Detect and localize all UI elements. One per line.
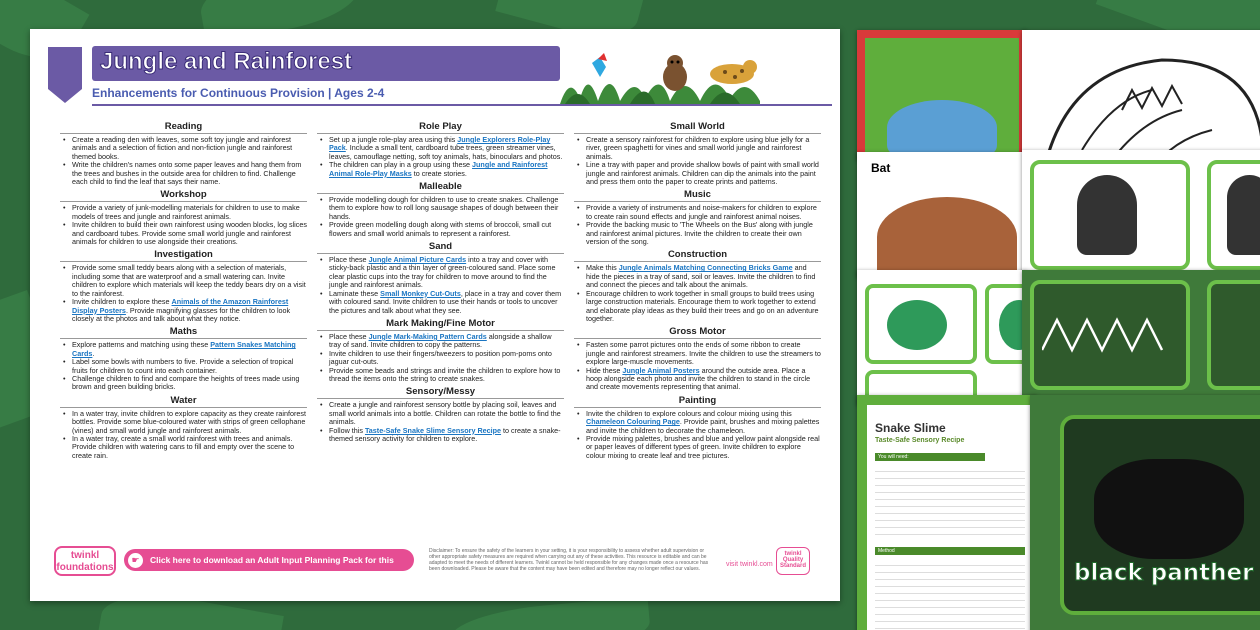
section-title: Music	[574, 189, 821, 202]
activity-list	[60, 136, 307, 186]
provision-section	[317, 318, 564, 383]
resource-link[interactable]: Jungle Animals Matching Connecting Bricks Game	[618, 263, 793, 273]
activity-text: .	[92, 348, 95, 358]
activity-item	[574, 221, 821, 246]
activity-text: around the outside area. Place a hoop alongside each photo and invite the children to stand in the circle and create movements representing that animal.	[586, 365, 811, 392]
resource-link[interactable]: Jungle Animal Posters	[622, 365, 700, 375]
activity-text: Hide these	[586, 365, 623, 375]
resource-link[interactable]: Animals of the Amazon Rainforest Display Posters	[72, 297, 289, 315]
provision-section	[574, 189, 821, 246]
activity-text: Provide a variety of junk-modelling materials for children to use to make models of trees and jungle and rainforest animals.	[72, 203, 300, 221]
section-title: Mark Making/Fine Motor	[317, 318, 564, 331]
activity-text: Make this	[586, 263, 619, 273]
activity-text: In a water tray, create a small world rainforest with trees and animals. Provide children with watering cans to fill and empty over the scene to create rain.	[72, 433, 295, 460]
column-middle	[317, 121, 564, 463]
resource-link[interactable]: Chameleon Colouring Page	[586, 417, 680, 427]
activity-list	[574, 264, 821, 323]
activity-item	[60, 358, 307, 375]
jungle-animals-banner-illustration	[560, 39, 760, 104]
activity-text: In a water tray, invite children to explore capacity as they create rainforest bottles. Provide some blue-coloured water with strips of green cellophane (vines) and small world jungle and rainforest animals.	[72, 408, 306, 435]
provision-section	[60, 395, 307, 460]
section-title: Gross Motor	[574, 326, 821, 339]
activity-text: . Provide magnifying glasses for the children to look closely at the photos and talk about what they notice.	[72, 305, 291, 323]
activity-text: into a tray and cover with sticky-back plastic and a thin layer of green-coloured sand. Place some clear plastic cups into the tray for children to move around to find the jungle and rainforest animals.	[329, 255, 556, 290]
activity-list	[574, 136, 821, 186]
activity-item	[317, 350, 564, 367]
panther-label: black panther	[1074, 560, 1254, 586]
section-title: Construction	[574, 249, 821, 262]
recipe-subtitle: Taste-Safe Sensory Recipe	[875, 437, 965, 444]
activity-text: Explore patterns and matching using these	[72, 340, 211, 350]
activity-item	[317, 221, 564, 238]
activity-text: Provide some beads and strings and invite the children to explore how to thread the items onto the string to create snakes.	[329, 365, 561, 383]
activity-text: Provide mixing palettes, brushes and blue and yellow paint alongside real or paper leaves of different types of green. Invite children to explore colour mixing to create leaf and tree pictures.	[586, 433, 820, 460]
provision-section	[574, 121, 821, 186]
section-title: Reading	[60, 121, 307, 134]
section-title: Malleable	[317, 181, 564, 194]
resource-link[interactable]: Jungle Mark-Making Pattern Cards	[368, 331, 487, 341]
provision-section	[60, 249, 307, 323]
activity-item	[574, 136, 821, 161]
section-title: Water	[60, 395, 307, 408]
resource-link[interactable]: Pattern Snakes Matching Cards	[72, 340, 296, 358]
provision-section	[60, 189, 307, 246]
provision-section	[317, 241, 564, 315]
activity-text: Provide some small teddy bears along with a selection of materials, including some that are waterproof and a small watering can. Invite children to explore which materials will keep the teddy bears dry on a visit to the rainforest.	[72, 263, 306, 298]
activity-item	[60, 298, 307, 323]
preview-card-elephant	[857, 30, 1027, 160]
activity-list	[317, 333, 564, 383]
provision-section	[574, 249, 821, 323]
activity-item	[574, 204, 821, 221]
preview-card-snake-matching	[857, 270, 1027, 405]
activity-item	[60, 375, 307, 392]
leaf-decoration	[448, 596, 652, 630]
activity-text: Write the children's names onto some paper leaves and hang them from the trees and bushes in the outside area for children to find. Challenge each child to find the leaf that says their name.	[72, 160, 302, 187]
section-title: Role Play	[317, 121, 564, 134]
activity-text: . Include a small tent, cardboard tube trees, green streamer vines, leaves, camouflage netting, soft toy animals, hats, binoculars and photos.	[329, 143, 563, 161]
activity-text: Line a tray with paper and provide shallow bowls of paint with small world jungle and rainforest animals. Children can dip the animals into the paint and press them onto the paper to create prints and patterns.	[586, 160, 819, 187]
activity-item	[60, 161, 307, 186]
bat-label: Bat	[871, 161, 891, 175]
planning-document	[30, 29, 840, 601]
download-planning-pack-button[interactable]: Click here to download an Adult Input Planning Pack for this theme.	[124, 549, 414, 571]
activity-item	[60, 341, 307, 358]
activity-text: Provide modelling dough for children to use to create snakes. Challenge them to explore how to roll long sausage shapes of dough between their hands.	[329, 195, 559, 221]
twinkl-foundations-logo: twinkl foundations	[54, 546, 116, 576]
activity-item	[317, 196, 564, 221]
activity-item	[317, 401, 564, 426]
activity-text: Invite the children to explore colours and colour mixing using this	[586, 408, 792, 418]
activity-item	[317, 290, 564, 315]
activity-item	[60, 435, 307, 460]
section-title: Sensory/Messy	[317, 386, 564, 399]
preview-card-snake-slime-recipe	[857, 395, 1037, 630]
section-title: Workshop	[60, 189, 307, 202]
provision-section	[574, 326, 821, 391]
activity-item	[317, 427, 564, 444]
activity-text: Provide green modelling dough along with stems of broccoli, small cut flowers and small world animals to represent a rainforest.	[329, 220, 552, 238]
activity-text: Set up a jungle role-play area using this	[329, 135, 458, 144]
column-right	[574, 121, 821, 463]
activity-item	[317, 136, 564, 161]
section-title: Small World	[574, 121, 821, 134]
activity-text: to create stories.	[411, 168, 467, 178]
recipe-method-header: Method	[875, 547, 1025, 555]
activity-text: Provide a variety of instruments and noise-makers for children to explore to create rain sound effects and jungle and rainforest animal noises.	[586, 203, 817, 221]
activity-text: Create a jungle and rainforest sensory bottle by placing soil, leaves and small world animals into a bottle. Children can rotate the bottle to find the animals.	[329, 400, 561, 427]
activity-text: and hide the pieces in a tray of sand, soil or leaves. Invite the children to find and connect the pieces and talk about the animals.	[586, 263, 816, 290]
activity-text: Place these	[329, 331, 369, 341]
bookmark-tab	[48, 47, 82, 103]
provision-section	[60, 326, 307, 391]
activity-item	[574, 264, 821, 289]
activity-text: alongside a shallow tray of sand. Invite children to copy the patterns.	[329, 331, 552, 350]
activity-item	[574, 367, 821, 392]
section-title: Maths	[60, 326, 307, 339]
provision-section	[317, 121, 564, 178]
activity-list	[60, 341, 307, 391]
activity-list	[317, 136, 564, 178]
activity-list	[574, 204, 821, 246]
activity-list	[574, 410, 821, 460]
website-link[interactable]: visit twinkl.com	[726, 561, 773, 568]
activity-text: Label some bowls with numbers to five. Provide a selection of tropical fruits for children to count into each container.	[72, 357, 294, 375]
recipe-title: Snake Slime	[875, 421, 946, 435]
activity-text: Provide the backing music to 'The Wheels on the Bus' along with jungle and rainforest animal pictures. Invite the children to create their own version of the song.	[586, 220, 813, 247]
activity-list	[574, 341, 821, 391]
resource-link[interactable]: Jungle Explorers Role-Play Pack	[329, 135, 551, 153]
resource-link[interactable]: Small Monkey Cut-Outs	[380, 288, 461, 298]
title-divider	[92, 104, 832, 106]
section-title: Painting	[574, 395, 821, 408]
activity-text: Follow this	[329, 425, 365, 435]
activity-text: , place in a tray and cover them with coloured sand. Invite children to use their hands or tools to uncover the pictures and talk about what they see.	[329, 288, 562, 315]
activity-text: Challenge children to find and compare the heights of trees made using brown and green building bricks.	[72, 373, 300, 392]
activity-item	[317, 161, 564, 178]
resource-link[interactable]: Jungle and Rainforest Animal Role-Play Masks	[329, 160, 548, 178]
page-subtitle: Enhancements for Continuous Provision | Ages 2-4	[92, 86, 385, 100]
activity-list	[317, 196, 564, 238]
activity-text: Place these	[329, 255, 369, 265]
activity-list	[317, 401, 564, 443]
activity-item	[60, 204, 307, 221]
activity-text: Create a sensory rainforest for children to explore using blue jelly for a river, green spaghetti for vines and small world jungle and rainforest animals.	[586, 135, 810, 161]
provision-section	[574, 395, 821, 460]
provision-section	[317, 181, 564, 238]
section-title: Investigation	[60, 249, 307, 262]
activity-text: Invite children to explore these	[72, 297, 172, 307]
page-footer	[54, 544, 814, 587]
activity-text: The children can play in a group using these	[329, 160, 473, 170]
activity-list	[317, 256, 564, 315]
activity-item	[574, 410, 821, 435]
activity-item	[574, 161, 821, 186]
activity-list	[60, 264, 307, 323]
disclaimer-text: Disclaimer: To ensure the safety of the learners in your setting, it is your responsibility to assess whether adult supervision or other appropriate safety measures are required when carrying out any of these activities. This resource is editable and can be adapted to meet the needs of different learners. Twinkl cannot be held responsible for any changes made once a resource has been downloaded. Please be aware that the content may have been edited and therefore may no longer reflect our values.	[429, 548, 709, 573]
provision-section	[60, 121, 307, 186]
activity-text: . Provide paint, brushes and mixing palettes and invite the children to decorate the chameleon.	[586, 417, 820, 435]
activity-text: to create a snake-themed sensory activity for children to explore.	[329, 425, 561, 443]
activity-item	[60, 410, 307, 435]
page-title: Jungle and Rainforest	[92, 46, 560, 81]
activity-text: Invite children to use their fingers/tweezers to position pom-poms onto jaguar cut-outs.	[329, 348, 552, 367]
activity-item	[60, 136, 307, 161]
activity-text: Laminate these	[329, 288, 381, 298]
activity-text: Fasten some parrot pictures onto the ends of some ribbon to create jungle and rainforest streamers. Invite the children to use the streamers to explore large-muscle movements.	[586, 340, 821, 367]
activity-text: Invite children to build their own rainforest using wooden blocks, log slices and cardboard tubes. Provide some small world jungle and rainforest animals for children to use alongside their creations.	[72, 220, 307, 247]
pointer-hand-icon: ☛	[128, 553, 143, 568]
quality-standard-badge: twinkl Quality Standard	[776, 547, 810, 575]
activity-item	[574, 435, 821, 460]
activity-item	[574, 341, 821, 366]
activity-list	[60, 410, 307, 460]
activity-text: Create a reading den with leaves, some soft toy jungle and rainforest animals and a selection of fiction and non-fiction jungle and rainforest themed books.	[72, 135, 293, 161]
activity-item	[317, 256, 564, 290]
resource-link[interactable]: Jungle Animal Picture Cards	[368, 255, 467, 265]
preview-card-bat	[857, 152, 1027, 277]
recipe-needs-header: You will need:	[875, 453, 985, 461]
activity-item	[317, 367, 564, 384]
activity-item	[574, 290, 821, 324]
activity-list	[60, 204, 307, 246]
activity-item	[60, 264, 307, 298]
column-left	[60, 121, 307, 463]
activity-item	[60, 221, 307, 246]
preview-card-jungle-pattern	[1022, 270, 1260, 405]
activity-text: Encourage children to work together in small groups to build trees using large construction materials. Encourage them to work together to extend and elaborate play ideas as they build their trees and go on an adventure together.	[586, 288, 819, 323]
provision-section	[317, 386, 564, 443]
section-title: Sand	[317, 241, 564, 254]
activity-item	[317, 333, 564, 350]
preview-card-black-panther	[1030, 395, 1260, 630]
preview-card-chimpanzee	[1022, 150, 1260, 275]
provision-columns	[60, 121, 821, 463]
resource-link[interactable]: Taste-Safe Snake Slime Sensory Recipe	[364, 425, 502, 435]
